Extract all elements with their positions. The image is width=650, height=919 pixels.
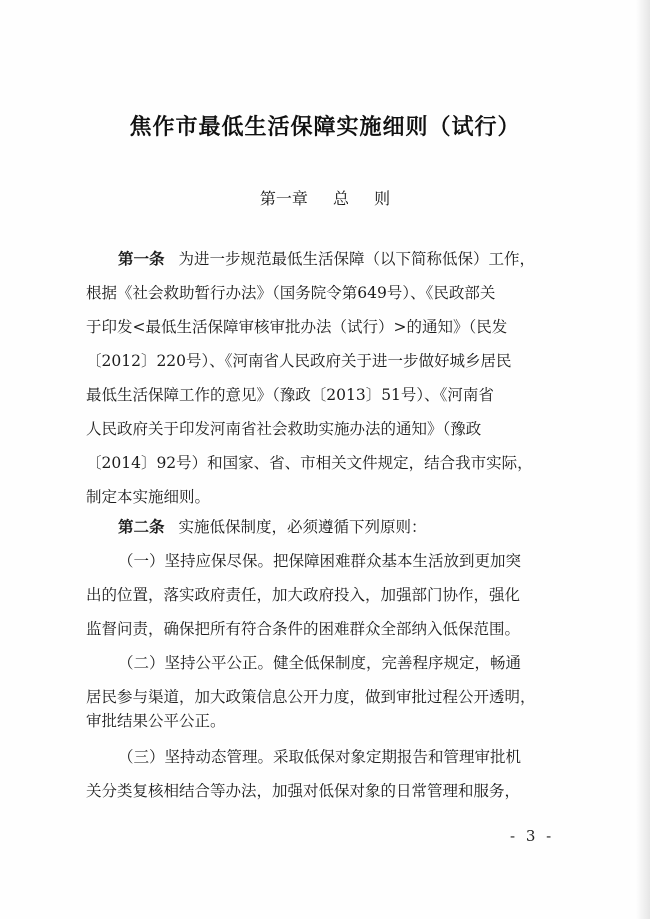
document-title: 焦作市最低生活保障实施细则（试行） <box>129 115 521 140</box>
article2-line-1 <box>118 517 570 537</box>
article1-line-8: 制定本实施细则。 <box>86 488 211 506</box>
article1-text-1: 为进一步规范最低生活保障（以下简称低保）工作， <box>178 250 536 268</box>
article2-p2-line-2: 居民参与渠道，加大政策信息公开力度，做到审批过程公开透明， <box>86 688 536 706</box>
article2-p2-line-3: 审批结果公平公正。 <box>86 712 226 730</box>
article1-heading: 第一条 <box>118 250 165 268</box>
article2-intro: 实施低保制度，必须遵循下列原则： <box>178 518 427 536</box>
chapter-number: 第一章 <box>259 189 308 208</box>
article1-line-2: 根据《社会救助暂行办法》（国务院令第649号）、《民政部关 <box>86 284 496 302</box>
chapter-heading <box>0 186 650 209</box>
article1-line-3: 于印发<最低生活保障审核审批办法（试行）>的通知》（民发 <box>86 318 508 336</box>
page-number: - 3 - <box>510 827 555 845</box>
article2-heading: 第二条 <box>118 518 165 536</box>
article1-line-6: 人民政府关于印发河南省社会救助实施办法的通知》（豫政 <box>86 420 482 438</box>
article2-p3-line-1: （三）坚持动态管理。采取低保对象定期报告和管理审批机 <box>118 748 522 766</box>
chapter-name-2: 则 <box>374 189 391 208</box>
article1-line-7: 〔2014〕92号）和国家、省、市相关文件规定，结合我市实际， <box>86 454 533 472</box>
article1-line-4: 〔2012〕220号）、《河南省人民政府关于进一步做好城乡居民 <box>86 352 512 370</box>
article1-line-5: 最低生活保障工作的意见》（豫政〔2013〕51号）、《河南省 <box>86 386 494 404</box>
article1-line-1 <box>118 249 570 269</box>
article2-p2-line-1: （二）坚持公平公正。健全低保制度，完善程序规定，畅通 <box>118 654 522 672</box>
article2-p3-line-2: 关分类复核相结合等办法，加强对低保对象的日常管理和服务， <box>86 782 521 800</box>
article2-p1-line-1: （一）坚持应保尽保。把保障困难群众基本生活放到更加突 <box>118 552 522 570</box>
article2-p1-line-2: 出的位置，落实政府责任，加大政府投入，加强部门协作，强化 <box>86 586 521 604</box>
article2-p1-line-3: 监督问责，确保把所有符合条件的困难群众全部纳入低保范围。 <box>86 620 521 638</box>
chapter-name-1: 总 <box>332 189 349 208</box>
